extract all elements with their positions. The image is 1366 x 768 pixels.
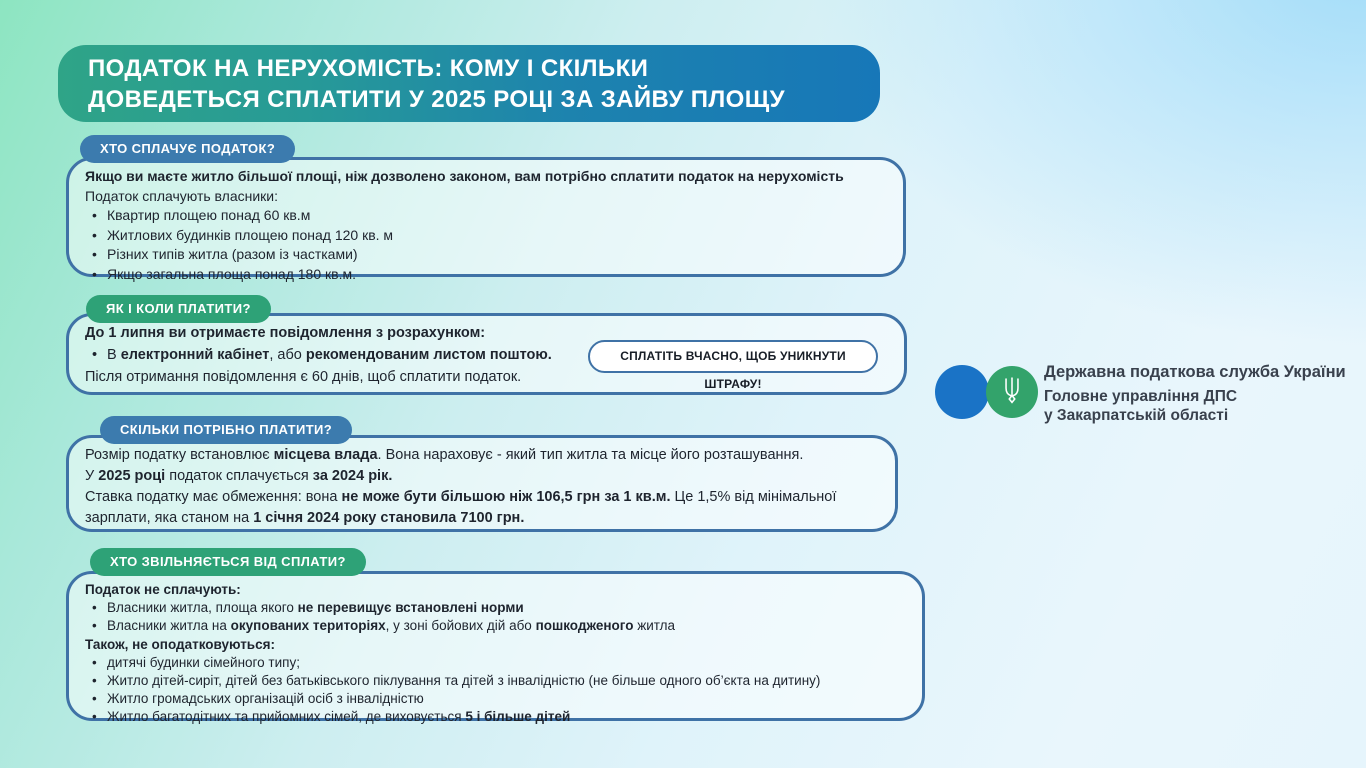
section-card-how-much xyxy=(66,435,898,532)
section-badge-who-pays: ХТО СПЛАЧУЄ ПОДАТОК? xyxy=(80,135,295,163)
section-badge-how-when: ЯК І КОЛИ ПЛАТИТИ? xyxy=(86,295,271,323)
content-line: Розмір податку встановлює місцева влада. Вона нараховує - який тип житла та місце його розташування. xyxy=(85,447,804,463)
deadline-callout: СПЛАТІТЬ ВЧАСНО, ЩОБ УНИКНУТИ ШТРАФУ! xyxy=(588,340,878,373)
bullet-item: • Житло багатодітних та прийомних сімей, де виховується 5 і більше дітей xyxy=(85,708,908,726)
dps-logo xyxy=(935,363,1346,424)
section-badge-how-much: СКІЛЬКИ ПОТРІБНО ПЛАТИТИ? xyxy=(100,416,352,444)
content-line: Після отримання повідомлення є 60 днів, щоб сплатити податок. xyxy=(85,369,522,385)
bullet-item: • Власники житла, площа якого не перевищує встановлені норми xyxy=(85,599,908,617)
bullet-item: • Квартир площею понад 60 кв.м xyxy=(85,206,889,226)
main-title-line1: ПОДАТОК НА НЕРУХОМІСТЬ: КОМУ І СКІЛЬКИ xyxy=(88,55,649,82)
main-title-banner xyxy=(58,45,880,122)
bullet-item: • Різних типів житла (разом із частками) xyxy=(85,245,889,265)
trident-icon xyxy=(1001,376,1023,409)
content-line: До 1 липня ви отримаєте повідомлення з розрахунком: xyxy=(85,325,486,341)
section-badge-exemptions: ХТО ЗВІЛЬНЯЄТЬСЯ ВІД СПЛАТИ? xyxy=(90,548,366,576)
content-line: Якщо ви маєте житло більшої площі, ніж дозволено законом, вам потрібно сплатити податок на нерухомість xyxy=(85,168,844,184)
logo-blue-circle xyxy=(935,365,989,419)
logo-org-region: у Закарпатській області xyxy=(1044,407,1229,424)
content-line: Податок не сплачують: xyxy=(85,582,241,597)
bullet-item: • Житло громадських організацій осіб з інвалідністю xyxy=(85,690,908,708)
bullet-item: • дитячі будинки сімейного типу; xyxy=(85,654,908,672)
logo-org-branch: Головне управління ДПС xyxy=(1044,388,1238,405)
logo-green-circle xyxy=(986,366,1038,418)
content-line: Ставка податку має обмеження: вона не може бути більшою ніж 106,5 грн за 1 кв.м. Це 1,5% від мінімальної зарплати, яка станом на 1 січня 2024 року становила 7100 грн. xyxy=(85,489,837,526)
bullet-item: • Житлових будинків площею понад 120 кв. м xyxy=(85,226,889,246)
bullet-item: • Власники житла на окупованих територіях, у зоні бойових дій або пошкодженого житла xyxy=(85,617,908,635)
content-line: Також, не оподатковуються: xyxy=(85,636,275,652)
section-card-exemptions xyxy=(66,571,925,725)
bullet-item: • Житло дітей-сиріт, дітей без батьківського піклування та дітей з інвалідністю (не більше одного об’єкта на дитину) xyxy=(85,672,908,690)
main-title-line2: ДОВЕДЕТЬСЯ СПЛАТИТИ У 2025 РОЦІ ЗА ЗАЙВУ ПЛОЩУ xyxy=(88,86,785,113)
section-card-who-pays xyxy=(66,157,906,282)
content-line: Податок сплачують власники: xyxy=(85,187,279,204)
bullet-item: • Якщо загальна площа понад 180 кв.м. xyxy=(85,265,889,285)
logo-org-name: Державна податкова служба України xyxy=(1044,363,1346,381)
content-line: У 2025 році податок сплачується за 2024 рік. xyxy=(85,468,393,484)
bullet-item: • В електронний кабінет, або рекомендованим листом поштою. xyxy=(85,345,890,366)
